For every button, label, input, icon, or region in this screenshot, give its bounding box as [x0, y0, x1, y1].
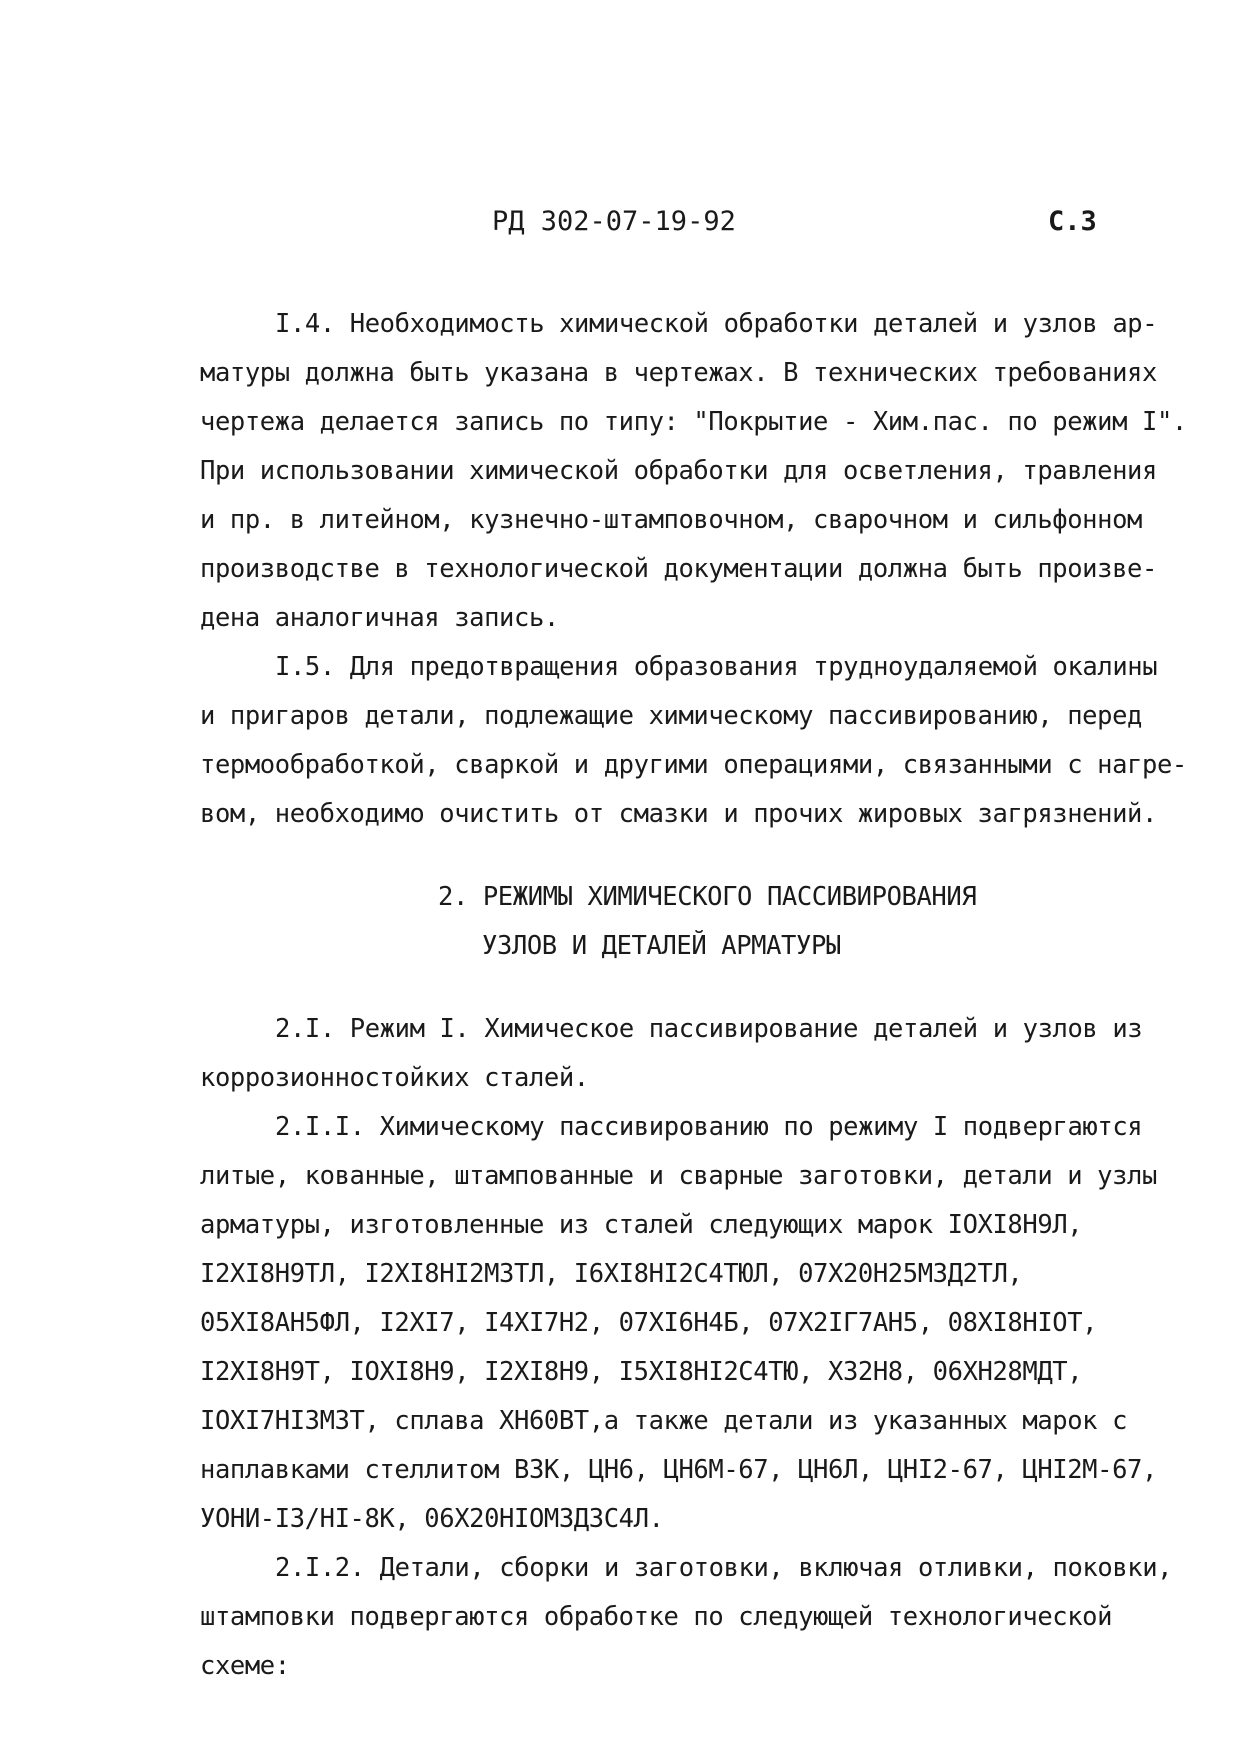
text-line: и пр. в литейном, кузнечно-штамповочном, сварочном и сильфонном: [200, 505, 1142, 535]
text-line: I.4. Необходимость химической обработки деталей и узлов ар-: [275, 309, 1158, 339]
text-line: схеме:: [200, 1651, 290, 1681]
text-line: вом, необходимо очистить от смазки и прочих жировых загрязнений.: [200, 799, 1157, 829]
text-line: термообработкой, сваркой и другими операциями, связанными с нагре-: [200, 750, 1187, 780]
text-line: 2.I.2. Детали, сборки и заготовки, включая отливки, поковки,: [275, 1553, 1173, 1583]
text-line: и пригаров детали, подлежащие химическому пассивированию, перед: [200, 701, 1142, 731]
text-line: УОНИ-I3/HI-8K, 06X20HIOM3Д3C4Л.: [200, 1504, 664, 1534]
page-number: С.3: [1048, 206, 1097, 237]
page-header: [0, 206, 1250, 246]
text-line: 2.I. Режим I. Химическое пассивирование деталей и узлов из: [275, 1014, 1143, 1044]
text-line: арматуры, изготовленные из сталей следующих марок IOXI8H9Л,: [200, 1210, 1083, 1240]
section-heading-line: 2. РЕЖИМЫ ХИМИЧЕСКОГО ПАССИВИРОВАНИЯ: [438, 882, 977, 912]
body-text: [200, 300, 1200, 1691]
section-heading-line: УЗЛОВ И ДЕТАЛЕЙ АРМАТУРЫ: [482, 931, 841, 961]
spacer: [200, 839, 1200, 873]
text-line: I2XI8H9TЛ, I2XI8HI2M3TЛ, I6XI8HI2C4TЮЛ, 07X20H25M3Д2TЛ,: [200, 1259, 1023, 1289]
text-line: производстве в технологической документации должна быть произве-: [200, 554, 1157, 584]
paragraph-1-5: [200, 643, 1200, 839]
text-line: 2.I.I. Химическому пассивированию по режиму I подвергаются: [275, 1112, 1143, 1142]
text-line: I2XI8H9T, IOXI8H9, I2XI8H9, I5XI8HI2C4TЮ, X32H8, 06XH28MДT,: [200, 1357, 1083, 1387]
text-line: чертежа делается запись по типу: "Покрытие - Хим.пас. по режим I".: [200, 407, 1187, 437]
text-line: матуры должна быть указана в чертежах. В технических требованиях: [200, 358, 1157, 388]
spacer: [200, 971, 1200, 1005]
text-line: коррозионностойких сталей.: [200, 1063, 589, 1093]
paragraph-1-4: [200, 300, 1200, 643]
text-line: При использовании химической обработки для осветления, травления: [200, 456, 1157, 486]
text-line: 05XI8AH5ФЛ, I2XI7, I4XI7H2, 07XI6H4Б, 07X2IГ7AH5, 08XI8HIOT,: [200, 1308, 1098, 1338]
text-line: дена аналогичная запись.: [200, 603, 559, 633]
paragraph-2-1-2: [200, 1544, 1200, 1691]
paragraph-2-1-1: [200, 1103, 1200, 1544]
section-2-heading: [200, 873, 1200, 971]
text-line: наплавками стеллитом ВЗК, ЦН6, ЦН6М-67, ЦН6Л, ЦНI2-67, ЦНI2M-67,: [200, 1455, 1157, 1485]
document-code: РД 302-07-19-92: [492, 206, 736, 237]
text-line: IOXI7HI3M3T, сплава XH60BT,а также детали из указанных марок с: [200, 1406, 1128, 1436]
paragraph-2-1: [200, 1005, 1200, 1103]
text-line: литые, кованные, штампованные и сварные заготовки, детали и узлы: [200, 1161, 1157, 1191]
text-line: штамповки подвергаются обработке по следующей технологической: [200, 1602, 1113, 1632]
text-line: I.5. Для предотвращения образования трудноудаляемой окалины: [275, 652, 1158, 682]
